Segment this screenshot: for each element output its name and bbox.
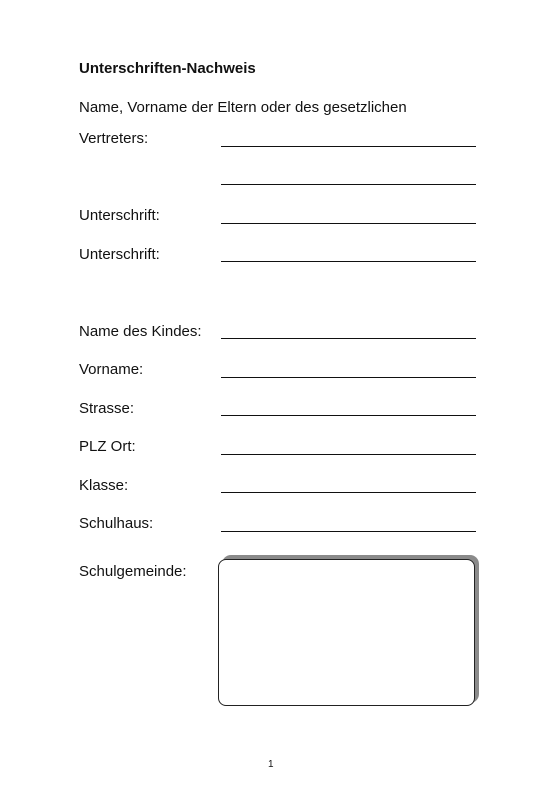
signature-line-1[interactable]: [221, 223, 476, 224]
street-line[interactable]: [221, 415, 476, 416]
school-community-box[interactable]: [218, 559, 475, 706]
parent-name-line-1[interactable]: [221, 146, 476, 147]
street-label: Strasse:: [79, 400, 135, 417]
child-name-label: Name des Kindes:: [79, 323, 202, 340]
parent-name-label-line-1: Name, Vorname der Eltern oder des gesetzlichen: [79, 99, 407, 116]
signature-label-2: Unterschrift:: [79, 246, 160, 263]
school-community-label: Schulgemeinde:: [79, 563, 187, 580]
class-line[interactable]: [221, 492, 476, 493]
postal-city-label: PLZ Ort:: [79, 438, 136, 455]
document-title: Unterschriften-Nachweis: [79, 60, 256, 77]
first-name-label: Vorname:: [79, 361, 144, 378]
postal-city-line[interactable]: [221, 454, 476, 455]
parent-name-line-2[interactable]: [221, 184, 476, 185]
school-building-label: Schulhaus:: [79, 515, 154, 532]
child-name-line[interactable]: [221, 338, 476, 339]
parent-name-label-line-2: Vertreters:: [79, 130, 149, 147]
class-label: Klasse:: [79, 477, 129, 494]
first-name-line[interactable]: [221, 377, 476, 378]
page-number: 1: [268, 759, 274, 770]
signature-label-1: Unterschrift:: [79, 207, 160, 224]
signature-line-2[interactable]: [221, 261, 476, 262]
school-building-line[interactable]: [221, 531, 476, 532]
